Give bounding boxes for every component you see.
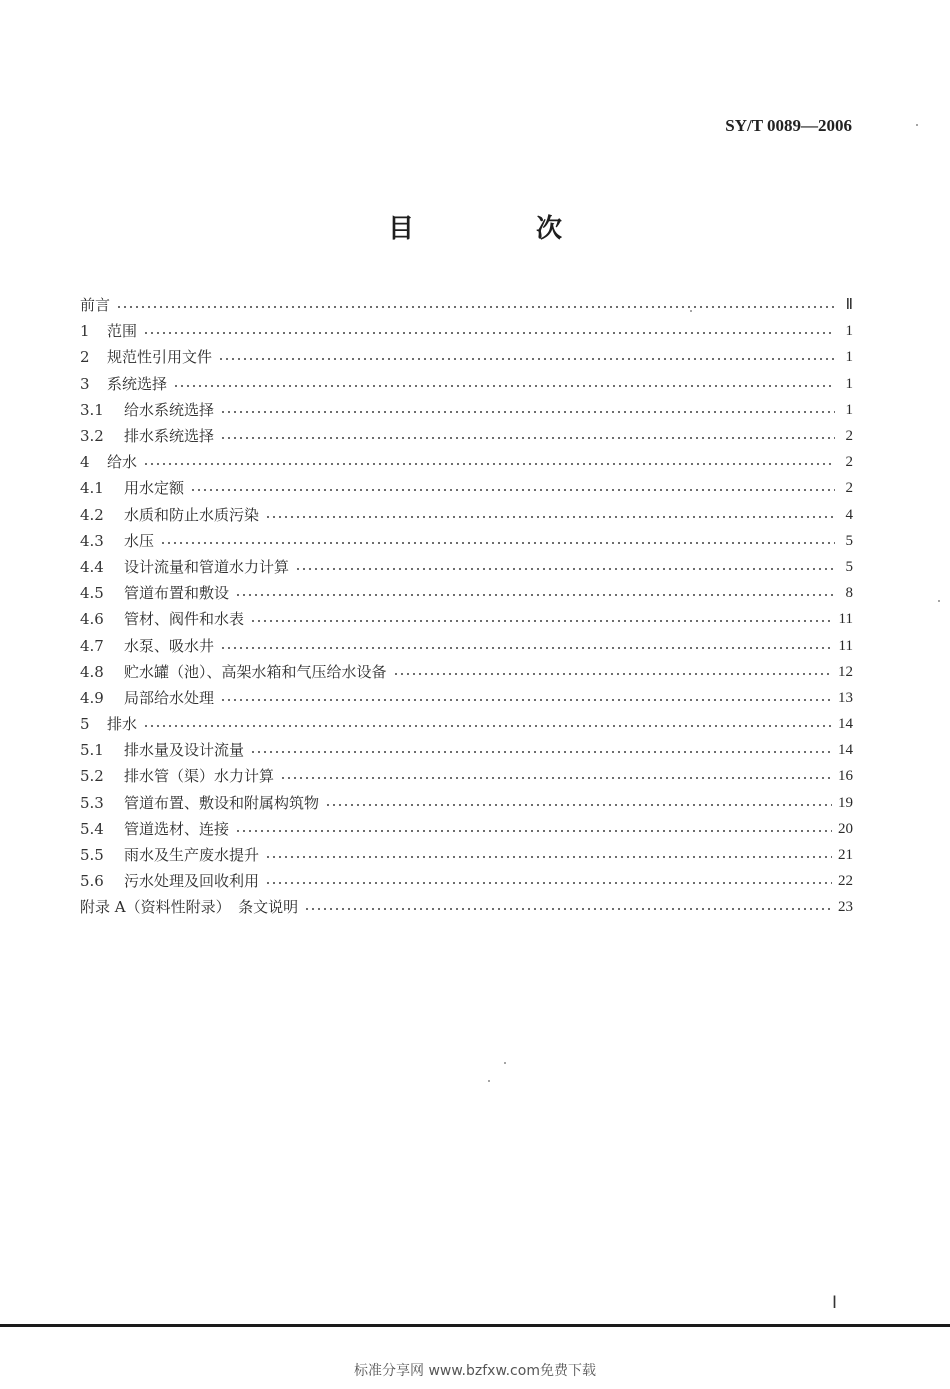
toc-entry[interactable] <box>80 711 853 737</box>
toc-entry[interactable] <box>80 763 853 789</box>
toc-entry-page: 22 <box>838 873 853 890</box>
scan-speck <box>938 600 940 602</box>
toc-entry[interactable] <box>80 894 853 920</box>
toc-entry-label: 前言 <box>80 296 111 315</box>
toc-entry-page: 1 <box>845 323 853 340</box>
toc-entry-label: 管道选材、连接 <box>124 819 230 838</box>
toc-entry[interactable] <box>80 318 853 344</box>
toc-entry-page: 5 <box>845 558 853 575</box>
toc-entry[interactable] <box>80 842 853 868</box>
toc-entry-label: 局部给水处理 <box>124 688 215 707</box>
toc-dot-leader <box>235 594 835 596</box>
toc-entry[interactable] <box>80 659 853 685</box>
toc-entry-number: 5 <box>80 715 90 734</box>
toc-dot-leader <box>116 306 835 308</box>
toc-entry[interactable] <box>80 868 853 894</box>
scan-speck <box>690 310 692 312</box>
toc-entry-label: 排水系统选择 <box>124 427 215 446</box>
toc-entry-label: 管材、阀件和水表 <box>124 610 245 629</box>
toc-entry-label: 水质和防止水质污染 <box>124 505 260 524</box>
page-number: Ⅰ <box>832 1293 838 1312</box>
toc-entry-page: 14 <box>838 716 853 733</box>
toc-entry-number: 3.1 <box>80 400 104 419</box>
toc-dot-leader <box>143 463 835 465</box>
toc-dot-leader <box>173 385 835 387</box>
toc-entry[interactable] <box>80 449 853 475</box>
toc-entry-page: 1 <box>845 349 853 366</box>
footer-watermark: 标准分享网 www.bzfxw.com免费下载 <box>354 1363 596 1379</box>
table-of-contents <box>80 292 853 921</box>
toc-entry-number: 4.9 <box>80 688 104 707</box>
toc-entry[interactable] <box>80 790 853 816</box>
toc-entry[interactable] <box>80 502 853 528</box>
toc-entry-page: 4 <box>845 506 853 523</box>
toc-entry[interactable] <box>80 344 853 370</box>
toc-entry-label: 设计流量和管道水力计算 <box>124 557 290 576</box>
toc-dot-leader <box>190 489 835 491</box>
toc-dot-leader <box>220 699 832 701</box>
toc-entry-page: Ⅱ <box>845 297 853 314</box>
toc-entry-page: 19 <box>838 794 853 811</box>
toc-entry-page: 1 <box>845 375 853 392</box>
toc-dot-leader <box>143 725 832 727</box>
toc-entry-label: 用水定额 <box>124 479 185 498</box>
toc-dot-leader <box>250 620 833 622</box>
toc-entry-number: 4.3 <box>80 531 104 550</box>
toc-dot-leader <box>280 777 832 779</box>
toc-entry-page: 11 <box>838 637 853 654</box>
toc-entry[interactable] <box>80 685 853 711</box>
scan-speck <box>916 124 918 126</box>
toc-entry-label: 附录 A（资料性附录） 条文说明 <box>80 898 299 917</box>
toc-dot-leader <box>220 411 835 413</box>
toc-entry-page: 2 <box>845 454 853 471</box>
page-title: 目 次 <box>387 214 610 244</box>
toc-entry-page: 1 <box>845 401 853 418</box>
toc-entry-page: 21 <box>838 847 853 864</box>
toc-entry-number: 4.5 <box>80 584 104 603</box>
toc-entry-label: 给水 <box>107 453 138 472</box>
toc-dot-leader <box>304 908 832 910</box>
toc-entry-number: 5.6 <box>80 872 104 891</box>
toc-entry[interactable] <box>80 606 853 632</box>
toc-dot-leader <box>143 332 835 334</box>
toc-entry-number: 2 <box>80 348 90 367</box>
toc-entry-number: 4.4 <box>80 557 104 576</box>
toc-entry-label: 排水量及设计流量 <box>124 741 245 760</box>
toc-entry[interactable] <box>80 371 853 397</box>
scan-speck <box>488 1080 490 1082</box>
toc-entry-page: 12 <box>838 663 853 680</box>
toc-entry-page: 5 <box>845 532 853 549</box>
toc-entry-page: 20 <box>838 820 853 837</box>
scan-speck <box>504 1062 506 1064</box>
toc-entry-page: 16 <box>838 768 853 785</box>
toc-entry-page: 2 <box>845 480 853 497</box>
toc-entry-label: 水泵、吸水井 <box>124 636 215 655</box>
toc-entry-label: 规范性引用文件 <box>107 348 213 367</box>
toc-dot-leader <box>295 568 835 570</box>
toc-dot-leader <box>220 437 835 439</box>
toc-entry[interactable] <box>80 292 853 318</box>
toc-dot-leader <box>325 804 832 806</box>
bottom-rule <box>0 1324 950 1327</box>
toc-dot-leader <box>220 647 833 649</box>
toc-dot-leader <box>235 830 832 832</box>
toc-dot-leader <box>265 882 832 884</box>
toc-entry-number: 4.7 <box>80 636 104 655</box>
toc-dot-leader <box>160 542 835 544</box>
toc-entry-number: 4.2 <box>80 505 104 524</box>
toc-entry-number: 4 <box>80 453 90 472</box>
toc-entry[interactable] <box>80 528 853 554</box>
toc-entry-number: 5.4 <box>80 819 104 838</box>
toc-entry-number: 5.1 <box>80 741 104 760</box>
toc-entry-number: 4.1 <box>80 479 104 498</box>
toc-entry-label: 系统选择 <box>107 374 168 393</box>
toc-dot-leader <box>265 856 832 858</box>
toc-entry-label: 贮水罐（池）、高架水箱和气压给水设备 <box>124 662 387 681</box>
toc-dot-leader <box>218 358 835 360</box>
toc-entry-page: 23 <box>838 899 853 916</box>
toc-entry[interactable] <box>80 816 853 842</box>
toc-entry[interactable] <box>80 580 853 606</box>
toc-entry[interactable] <box>80 423 853 449</box>
toc-entry[interactable] <box>80 397 853 423</box>
toc-entry-label: 排水管（渠）水力计算 <box>124 767 275 786</box>
toc-entry-number: 5.5 <box>80 846 104 865</box>
toc-entry-number: 5.3 <box>80 793 104 812</box>
toc-entry-label: 范围 <box>107 322 138 341</box>
toc-entry[interactable] <box>80 475 853 501</box>
toc-entry[interactable] <box>80 632 853 658</box>
toc-entry-number: 3.2 <box>80 427 104 446</box>
toc-dot-leader <box>265 516 835 518</box>
toc-entry-label: 管道布置、敷设和附属构筑物 <box>124 793 320 812</box>
standard-code: SY/T 0089—2006 <box>725 116 852 135</box>
toc-entry-page: 2 <box>845 428 853 445</box>
toc-entry-number: 5.2 <box>80 767 104 786</box>
toc-entry-label: 水压 <box>124 531 155 550</box>
toc-entry-number: 3 <box>80 374 90 393</box>
toc-entry-page: 11 <box>838 611 853 628</box>
toc-entry-label: 排水 <box>107 715 138 734</box>
toc-entry[interactable] <box>80 554 853 580</box>
toc-dot-leader <box>393 673 832 675</box>
toc-entry-page: 13 <box>838 689 853 706</box>
toc-entry-label: 给水系统选择 <box>124 400 215 419</box>
toc-entry-number: 1 <box>80 322 90 341</box>
toc-entry-number: 4.6 <box>80 610 104 629</box>
toc-entry-label: 污水处理及回收利用 <box>124 872 260 891</box>
toc-entry-page: 14 <box>838 742 853 759</box>
toc-entry-page: 8 <box>845 585 853 602</box>
toc-entry-number: 4.8 <box>80 662 104 681</box>
toc-entry-label: 管道布置和敷设 <box>124 584 230 603</box>
toc-dot-leader <box>250 751 832 753</box>
toc-entry[interactable] <box>80 737 853 763</box>
toc-entry-label: 雨水及生产废水提升 <box>124 846 260 865</box>
